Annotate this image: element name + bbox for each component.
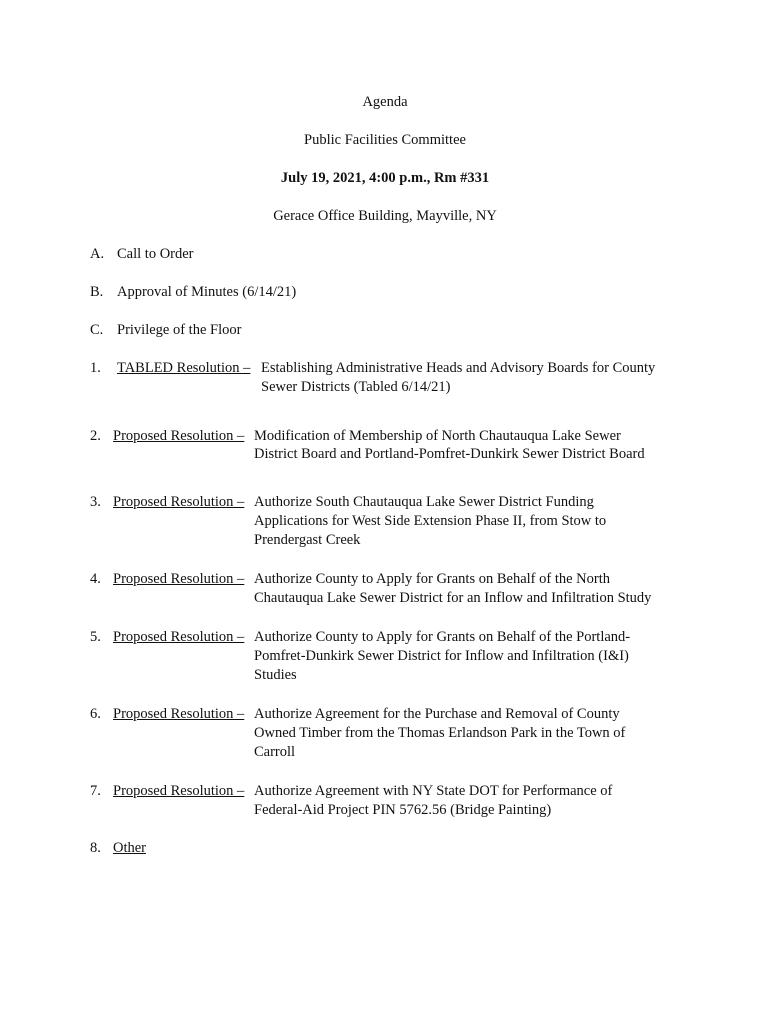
item-description-line: Studies xyxy=(254,667,297,683)
item-label: Proposed Resolution – xyxy=(113,571,245,587)
item-label: Proposed Resolution – xyxy=(113,706,245,722)
item-text: Call to Order xyxy=(117,246,194,262)
item-label: Proposed Resolution – xyxy=(113,783,245,799)
agenda-title: Agenda xyxy=(362,94,408,110)
item-marker: 2. xyxy=(90,428,101,444)
item-marker: A. xyxy=(90,246,105,262)
item-description-line: Sewer Districts (Tabled 6/14/21) xyxy=(261,379,451,395)
item-description-line: Authorize County to Apply for Grants on Behalf of the North xyxy=(254,571,610,587)
item-label: TABLED Resolution – xyxy=(117,360,251,376)
item-description-line: Applications for West Side Extension Phase II, from Stow to xyxy=(254,513,607,529)
item-label: Proposed Resolution – xyxy=(113,629,245,645)
item-marker: 1. xyxy=(90,360,101,376)
item-label: Other xyxy=(113,840,147,856)
item-description-line: Carroll xyxy=(254,744,296,760)
item-label: Proposed Resolution – xyxy=(113,494,245,510)
meeting-location: Gerace Office Building, Mayville, NY xyxy=(273,208,497,224)
item-marker: 7. xyxy=(90,783,101,799)
meeting-date-time-room: July 19, 2021, 4:00 p.m., Rm #331 xyxy=(280,170,490,186)
item-marker: 8. xyxy=(90,840,101,856)
item-description-line: Federal-Aid Project PIN 5762.56 (Bridge Painting) xyxy=(254,802,552,818)
item-description-line: Chautauqua Lake Sewer District for an Inflow and Infiltration Study xyxy=(254,590,652,606)
item-description-line: Authorize Agreement for the Purchase and Removal of County xyxy=(254,706,620,722)
item-description-line: Owned Timber from the Thomas Erlandson Park in the Town of xyxy=(254,725,626,741)
item-description-line: District Board and Portland-Pomfret-Dunkirk Sewer District Board xyxy=(254,446,645,462)
item-description-line: Authorize Agreement with NY State DOT for Performance of xyxy=(254,783,613,799)
item-marker: B. xyxy=(90,284,104,300)
item-text: Approval of Minutes (6/14/21) xyxy=(117,284,297,300)
item-marker: 4. xyxy=(90,571,101,587)
item-description-line: Modification of Membership of North Chautauqua Lake Sewer xyxy=(254,428,621,444)
item-marker: 6. xyxy=(90,706,101,722)
item-marker: 3. xyxy=(90,494,101,510)
item-text: Privilege of the Floor xyxy=(117,322,242,338)
committee-name: Public Facilities Committee xyxy=(304,132,466,148)
item-description-line: Establishing Administrative Heads and Advisory Boards for County xyxy=(261,360,656,376)
item-label: Proposed Resolution – xyxy=(113,428,245,444)
item-marker: 5. xyxy=(90,629,101,645)
item-description-line: Authorize County to Apply for Grants on Behalf of the Portland- xyxy=(254,629,631,645)
item-marker: C. xyxy=(90,322,104,338)
item-description-line: Prendergast Creek xyxy=(254,532,361,548)
item-description-line: Authorize South Chautauqua Lake Sewer District Funding xyxy=(254,494,594,510)
item-description-line: Pomfret-Dunkirk Sewer District for Inflow and Infiltration (I&I) xyxy=(254,648,629,664)
